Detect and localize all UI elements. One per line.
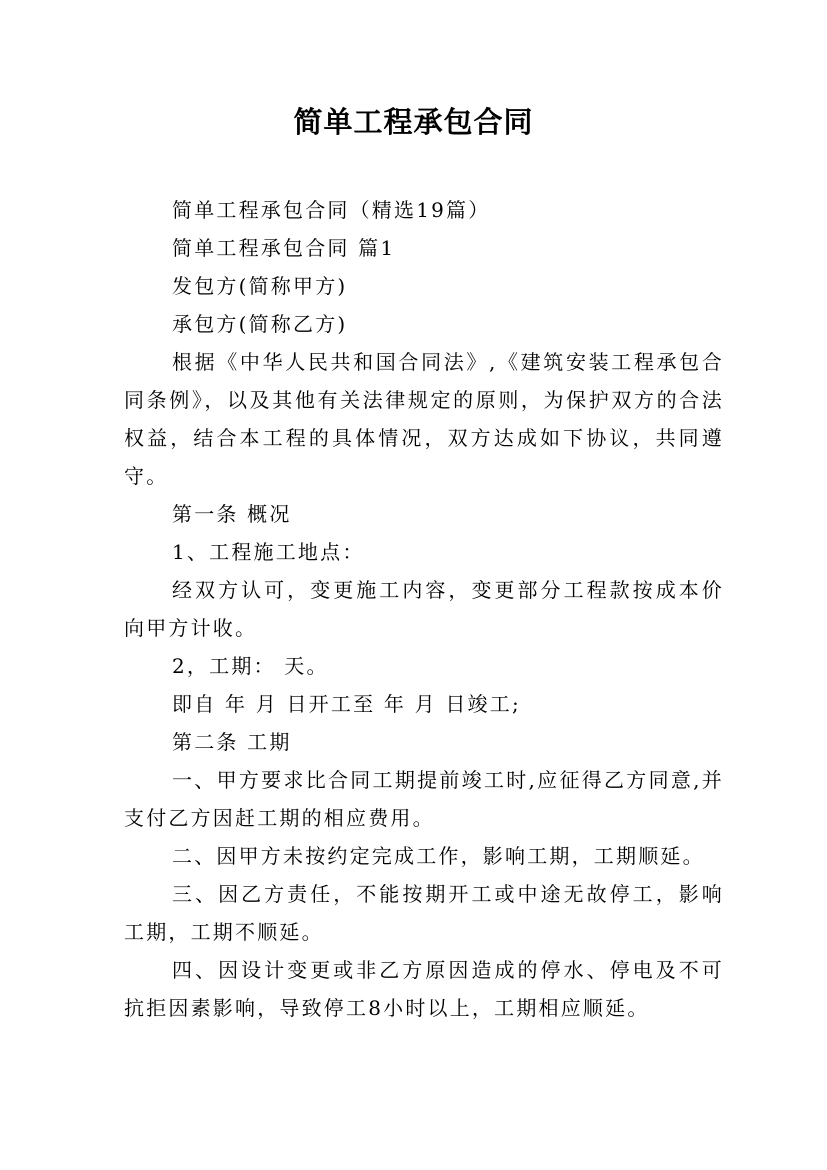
paragraph-dates: 即自 年 月 日开工至 年 月 日竣工; (172, 692, 521, 716)
paragraph-party-b: 承包方(简称乙方) (172, 312, 348, 336)
paragraph-change-terms: 经双方认可，变更施工内容，变更部分工程款按成本价向甲方计收。 (124, 578, 724, 640)
paragraph-clause-2: 二、因甲方未按约定完成工作，影响工期，工期顺延。 (172, 844, 705, 868)
paragraph-clause-3: 三、因乙方责任，不能按期开工或中途无故停工，影响工期，工期不顺延。 (124, 882, 724, 944)
paragraph-article-1-heading: 第一条 概况 (172, 502, 292, 526)
paragraph-heading-part1: 简单工程承包合同 篇1 (172, 236, 396, 260)
paragraph-party-a: 发包方(简称甲方) (172, 274, 348, 298)
paragraph-article-2-heading: 第二条 工期 (172, 730, 292, 754)
document-body (124, 191, 724, 1027)
paragraph-clause-1: 一、甲方要求比合同工期提前竣工时,应征得乙方同意,并支付乙方因赶工期的相应费用。 (124, 768, 724, 830)
paragraph-clause-4: 四、因设计变更或非乙方原因造成的停水、停电及不可抗拒因素影响，导致停工8小时以上，工期相应顺延。 (124, 958, 724, 1020)
paragraph-preamble: 根据《中华人民共和国合同法》,《建筑安装工程承包合同条例》，以及其他有关法律规定的原则，为保护双方的合法权益，结合本工程的具体情况，双方达成如下协议，共同遵守。 (124, 350, 724, 488)
paragraph-duration: 2，工期： 天。 (172, 654, 329, 678)
paragraph-heading-selection: 简单工程承包合同（精选19篇） (172, 198, 491, 222)
paragraph-location: 1、工程施工地点： (172, 540, 365, 564)
document-title: 简单工程承包合同 (293, 105, 534, 139)
